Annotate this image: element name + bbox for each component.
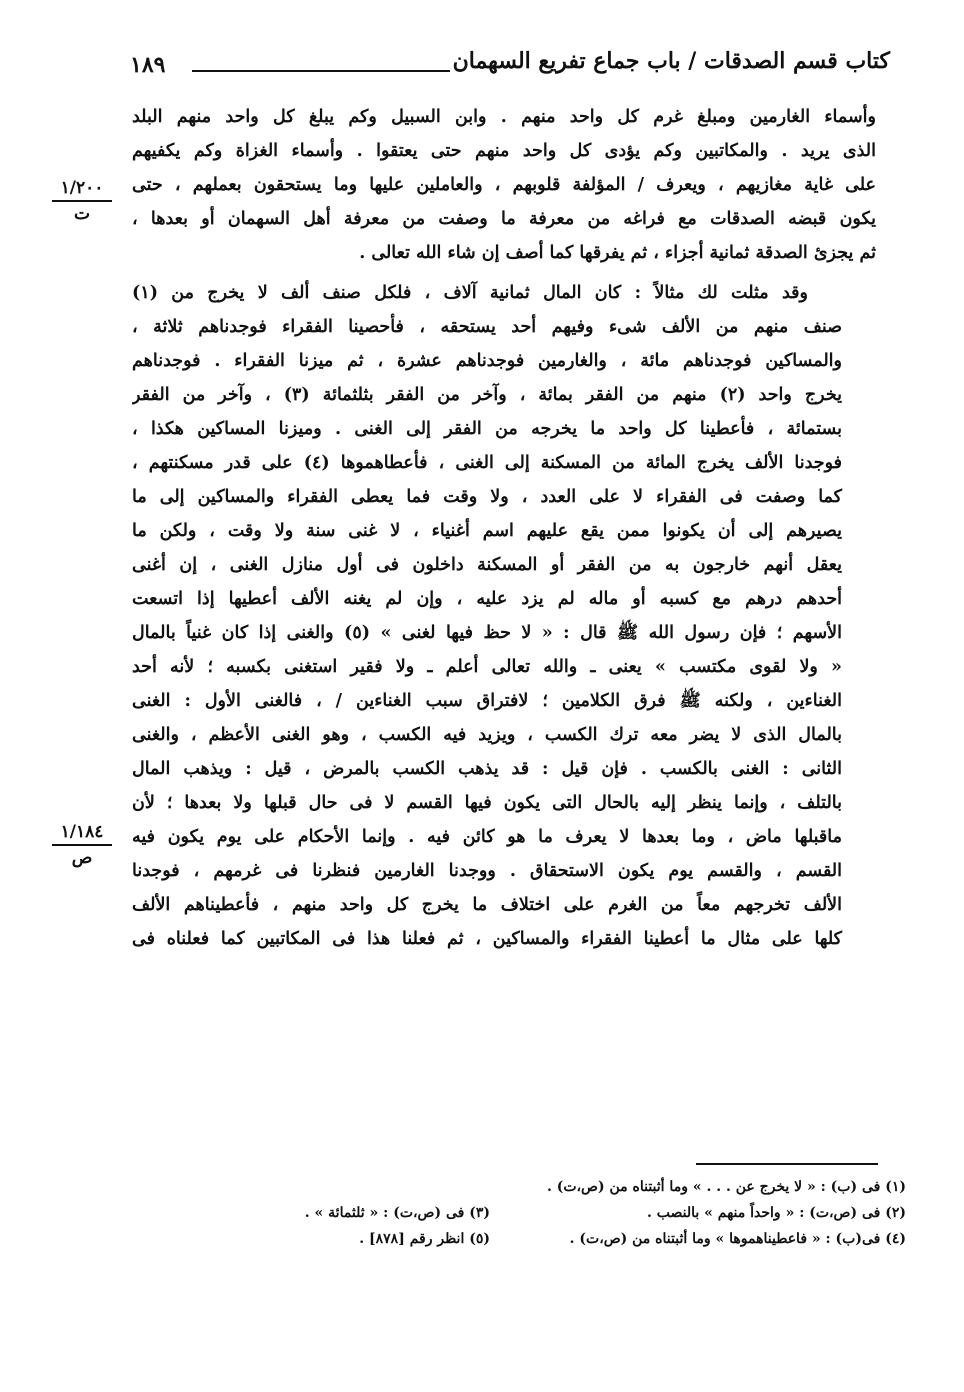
- footnote-row: [270, 1226, 906, 1252]
- footnotes: [270, 1174, 906, 1252]
- footnote-separator: [696, 1163, 878, 1165]
- margin-note-sigil: ص: [71, 848, 93, 868]
- text-line: وقد مثلت لك مثالاً : كان المال ثمانية آلاف ، فلكل صنف ألف لا يخرج من (١): [132, 283, 808, 303]
- text-line: كما وصفت فى الفقراء لا على العدد ، ولا وقت فما يعطى الفقراء والمساكين إلى ما: [132, 487, 842, 507]
- footnote-5: (٥) انظر رقم [٨٧٨] .: [359, 1231, 490, 1247]
- margin-note-sigil: ت: [73, 204, 90, 224]
- text-line: بالمال الذى لا يضر معه ترك الكسب ، ويزيد فيه الكسب ، وهو الغنى الأعظم ، والغنى: [132, 725, 842, 745]
- text-line: يخرج واحد (٢) منهم من الفقر بمائة ، وآخر من الفقر بثلثمائة (٣) ، وآخر من الفقر: [132, 385, 842, 405]
- text-line: ماقبلها ماض ، وما بعدها لا يعرف ما هو كائن فيه . وإنما الأحكام على يوم يكون فيه: [132, 827, 842, 847]
- margin-note-2: [52, 822, 112, 868]
- text-line: الثانى : الغنى بالكسب . فإن قيل : قد يذهب الكسب بالمرض ، قيل : ويذهب المال: [132, 759, 842, 779]
- footnote-1: (١) فى (ب) : « لا يخرج عن . . . » وما أثبتناه من (ص،ت) .: [546, 1179, 906, 1195]
- text-line: بستمائة ، فأعطينا كل واحد ما يخرجه من الفقر إلى الغنى . وميزنا المساكين هكذا ،: [132, 419, 842, 439]
- footnote-row: [270, 1174, 906, 1200]
- running-header: [130, 48, 890, 88]
- text-line: يعقل أنهم خارجون به من الفقر أو المسكنة داخلون فى أول منازل الغنى ، إن أغنى: [132, 555, 842, 575]
- text-line: الأسهم ؛ فإن رسول الله ﷺ قال : « لا حظ فيها لغنى » (٥) والغنى إذا كان غنياً بالمال: [132, 623, 842, 643]
- text-line: يصيرهم إلى أن يكونوا ممن يقع عليهم اسم أغنياء ، لا غنى سنة ولا وقت ، ولكن ما: [132, 521, 842, 541]
- footnote-4: (٤) فى(ب) : « فاعطيناهموها » وما أثبتناه من (ص،ت) .: [569, 1231, 906, 1247]
- text-line: والمساكين فوجدناهم مائة ، والغارمين فوجدناهم عشرة ، ثم ميزنا الفقراء . فوجدناهم: [132, 351, 842, 371]
- text-line: فوجدنا الألف يخرج المائة من المسكنة إلى الغنى ، فأعطاهموها (٤) على قدر مسكنتهم ،: [132, 453, 842, 473]
- paragraph-1: [132, 100, 876, 270]
- text-line: كلها على مثال ما أعطينا الفقراء والمساكين ، ثم فعلنا هذا فى المكاتبين كما فعلناه فى: [132, 929, 842, 949]
- text-line: بالتلف ، وإنما ينظر إليه بالحال التى يكون فيها القسم لا فى حال قبلها ولا بعدها ؛ لأن: [132, 793, 842, 813]
- footnote-2: (٢) فى (ص،ت) : « واحداً منهم » بالنصب .: [647, 1205, 906, 1221]
- footnote-3: (٣) فى (ص،ت) : « ثلثمائة » .: [304, 1205, 490, 1221]
- paragraph-2: [132, 276, 876, 956]
- text-line: القسم ، والقسم يوم يكون الاستحقاق . ووجدنا الغارمين فنظرنا فى غرمهم ، فوجدنا: [132, 861, 842, 881]
- text-line: وأسماء الغارمين ومبلغ غرم كل واحد منهم . وابن السبيل وكم يبلغ كل واحد منهم البلد: [132, 107, 876, 127]
- text-line: يكون قبضه الصدقات مع فراغه من معرفة ما وصفت من معرفة أهل السهمان أو بعدها ،: [132, 209, 876, 229]
- text-line: الذى يريد . والمكاتبين وكم يؤدى كل واحد منهم حتى يعتقوا . وأسماء الغزاة وكم يكفيهم: [132, 141, 876, 161]
- body-text: [132, 100, 876, 962]
- text-line: أحدهم درهم مع كسبه أو ماله لم يزد عليه ، وإن لم يغنه الألف أعطيها إذا اتسعت: [132, 589, 842, 609]
- text-line: الألف تخرجهم معاً من الغرم على اختلاف ما يخرج كل واحد منهم ، فأعطيناهم الألف: [132, 895, 842, 915]
- header-title: كتاب قسم الصدقات / باب جماع تفريع السهمان: [452, 48, 890, 74]
- header-rule: [192, 70, 450, 72]
- text-line: « ولا لقوى مكتسب » يعنى ـ والله تعالى أعلم ـ ولا فقير استغنى بكسبه ؛ لأنه أحد: [132, 657, 842, 677]
- footnote-row: [270, 1200, 906, 1226]
- margin-note-number: ١/١٨٤: [52, 822, 112, 846]
- margin-note-1: [52, 178, 112, 224]
- page-number: ١٨٩: [130, 52, 166, 78]
- margin-note-number: ١/٢٠٠: [52, 178, 112, 202]
- text-line: ثم يجزئ الصدقة ثمانية أجزاء ، ثم يفرقها كما أصف إن شاء الله تعالى .: [359, 243, 876, 263]
- text-line: صنف منهم من الألف شىء وفيهم أحد يستحقه ، فأحصينا الفقراء فوجدناهم ثلاثة ،: [132, 317, 842, 337]
- text-line: الغناءين ، ولكنه ﷺ فرق الكلامين ؛ لافتراق سبب الغناءين / ، فالغنى الأول : الغنى: [132, 691, 842, 711]
- text-line: على غاية مغازيهم ، ويعرف / المؤلفة قلوبهم ، والعاملين عليها وما يستحقون بعملهم ، حتى: [132, 175, 876, 195]
